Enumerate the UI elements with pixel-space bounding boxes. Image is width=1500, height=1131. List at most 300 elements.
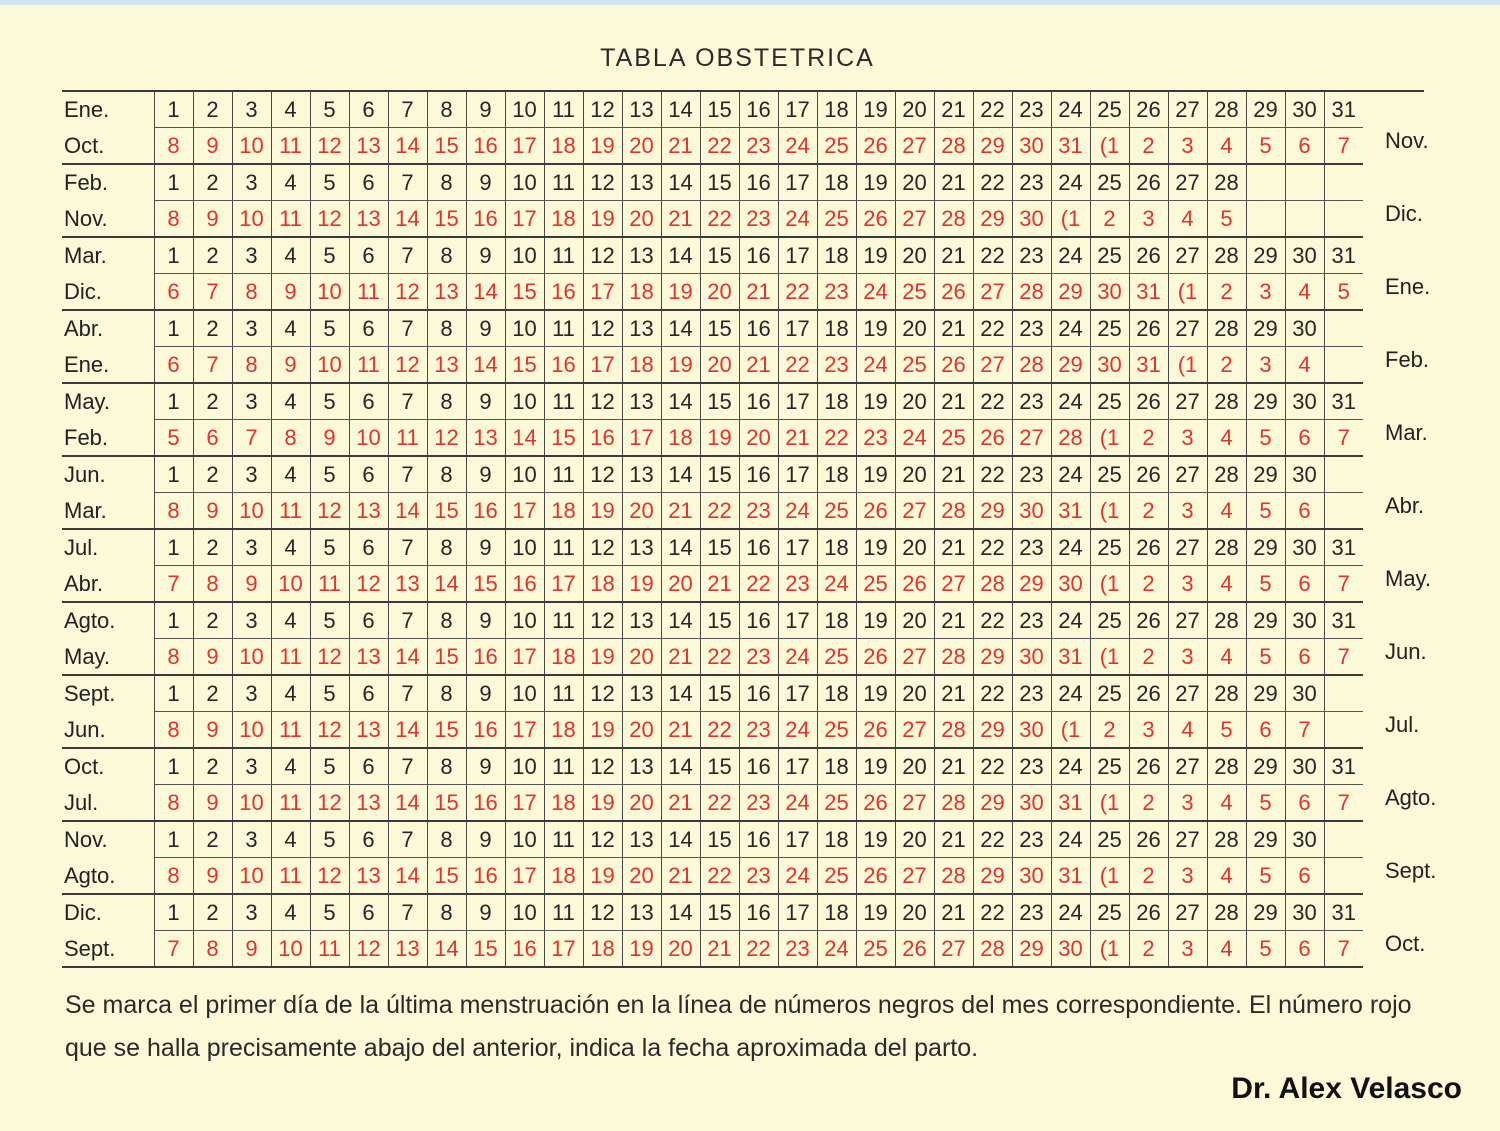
lmp-day-cell: 13	[622, 91, 661, 128]
due-date-cell: 3	[1168, 566, 1207, 603]
lmp-day-cell: 18	[817, 821, 856, 858]
due-date-cell: 22	[778, 274, 817, 311]
due-date-cell: 23	[778, 566, 817, 603]
due-date-cell: 28	[934, 493, 973, 530]
lmp-day-cell: 30	[1285, 529, 1324, 566]
due-date-cell: 18	[544, 639, 583, 676]
due-date-cell: 14	[388, 201, 427, 238]
due-date-cell: 12	[310, 128, 349, 165]
table-body	[62, 91, 1437, 967]
lmp-day-cell: 15	[700, 310, 739, 347]
table-row	[62, 420, 1424, 457]
lmp-day-cell: 9	[466, 310, 505, 347]
due-date-cell: 6	[154, 347, 193, 384]
lmp-month-label: Mar.	[64, 243, 107, 269]
lmp-day-cell: 4	[271, 894, 310, 931]
lmp-day-cell: 1	[154, 310, 193, 347]
lmp-day-cell: 28	[1207, 529, 1246, 566]
lmp-day-cell: 14	[661, 237, 700, 274]
lmp-day-cell: 22	[973, 164, 1012, 201]
table-row	[62, 821, 1424, 858]
due-date-cell: 10	[232, 493, 271, 530]
lmp-day-cell: 19	[856, 237, 895, 274]
due-date-cell: 24	[778, 712, 817, 749]
lmp-day-cell: 3	[232, 894, 271, 931]
due-date-cell: 9	[193, 201, 232, 238]
lmp-day-cell: 23	[1012, 821, 1051, 858]
due-date-cell: 16	[466, 858, 505, 895]
lmp-day-cell: 8	[427, 456, 466, 493]
due-date-cell: 9	[193, 639, 232, 676]
lmp-day-cell: 2	[193, 748, 232, 785]
lmp-day-cell: 20	[895, 237, 934, 274]
lmp-day-cell: 10	[505, 237, 544, 274]
due-date-cell: 19	[583, 785, 622, 822]
due-date-cell: 14	[388, 128, 427, 165]
lmp-day-cell: 16	[739, 529, 778, 566]
lmp-day-cell: 8	[427, 894, 466, 931]
lmp-day-cell: 28	[1207, 310, 1246, 347]
due-date-cell: 31	[1051, 493, 1090, 530]
due-date-cell: 30	[1012, 128, 1051, 165]
due-date-cell: 5	[1246, 931, 1285, 968]
table-row	[62, 785, 1424, 822]
due-date-cell: 17	[505, 639, 544, 676]
due-date-cell: 4	[1285, 347, 1324, 384]
lmp-day-cell: 27	[1168, 237, 1207, 274]
due-date-cell: 15	[544, 420, 583, 457]
lmp-day-cell: 17	[778, 164, 817, 201]
lmp-day-cell: 23	[1012, 529, 1051, 566]
lmp-day-cell: 9	[466, 456, 505, 493]
lmp-day-cell: 15	[700, 675, 739, 712]
due-date-cell	[1285, 201, 1324, 238]
lmp-day-cell: 26	[1129, 237, 1168, 274]
lmp-day-cell: 13	[622, 602, 661, 639]
spacer-cell	[140, 566, 154, 603]
due-date-cell: 9	[193, 128, 232, 165]
lmp-day-cell: 24	[1051, 602, 1090, 639]
due-date-cell: 7	[232, 420, 271, 457]
due-date-cell: 15	[427, 858, 466, 895]
due-date-cell: 22	[700, 785, 739, 822]
due-date-cell: 19	[583, 858, 622, 895]
lmp-day-cell: 17	[778, 91, 817, 128]
due-date-cell: 17	[583, 347, 622, 384]
next-month-label: Mar.	[1385, 420, 1428, 445]
table-row	[62, 894, 1424, 931]
lmp-month-label: Ene.	[64, 97, 110, 123]
due-date-cell: 7	[1324, 566, 1363, 603]
due-date-cell: 21	[661, 858, 700, 895]
due-date-cell: 23	[739, 785, 778, 822]
due-date-cell: 24	[895, 420, 934, 457]
due-date-cell: 8	[154, 639, 193, 676]
lmp-day-cell: 18	[817, 164, 856, 201]
due-month-label: Feb.	[62, 420, 140, 457]
due-date-cell: 18	[544, 785, 583, 822]
due-date-cell: 20	[622, 785, 661, 822]
lmp-day-cell: 1	[154, 383, 193, 420]
lmp-day-cell: 20	[895, 602, 934, 639]
spacer-cell	[140, 712, 154, 749]
due-date-cell: 28	[934, 712, 973, 749]
table-row	[62, 274, 1424, 311]
due-date-cell: 28	[934, 201, 973, 238]
due-date-cell: 17	[505, 785, 544, 822]
due-date-cell: 22	[700, 493, 739, 530]
due-date-cell: 13	[427, 274, 466, 311]
lmp-day-cell: 27	[1168, 894, 1207, 931]
lmp-day-cell: 31	[1324, 529, 1363, 566]
lmp-day-cell: 3	[232, 91, 271, 128]
due-date-cell: 4	[1207, 420, 1246, 457]
due-date-cell: 9	[193, 493, 232, 530]
lmp-day-cell: 9	[466, 602, 505, 639]
lmp-day-cell: 28	[1207, 821, 1246, 858]
due-date-cell: 3	[1168, 128, 1207, 165]
due-date-cell: 22	[700, 712, 739, 749]
lmp-month-label: Abr.	[64, 316, 104, 342]
lmp-day-cell: 3	[232, 383, 271, 420]
lmp-day-cell: 20	[895, 456, 934, 493]
due-date-cell: 20	[661, 931, 700, 968]
lmp-day-cell: 1	[154, 602, 193, 639]
lmp-day-cell: 16	[739, 675, 778, 712]
lmp-day-cell: 25	[1090, 602, 1129, 639]
lmp-day-cell: 2	[193, 894, 232, 931]
lmp-day-cell: 30	[1285, 456, 1324, 493]
due-date-cell: 16	[583, 420, 622, 457]
lmp-day-cell: 15	[700, 237, 739, 274]
instruction-note: Se marca el primer día de la última menstruación en la línea de números negros del mes correspondiente. El número rojo que se halla precisamente abajo del anterior, indica la fecha aproximada del parto.	[65, 991, 1412, 1062]
due-date-cell: 2	[1129, 785, 1168, 822]
due-date-cell: 16	[466, 712, 505, 749]
lmp-day-cell: 24	[1051, 748, 1090, 785]
lmp-day-cell: 25	[1090, 675, 1129, 712]
due-date-cell: 27	[895, 639, 934, 676]
due-date-cell: 15	[427, 493, 466, 530]
lmp-day-cell: 26	[1129, 894, 1168, 931]
due-date-cell: 27	[895, 712, 934, 749]
due-date-cell: 3	[1246, 274, 1285, 311]
table-row	[62, 310, 1424, 347]
lmp-day-cell: 1	[154, 164, 193, 201]
lmp-day-cell: 25	[1090, 821, 1129, 858]
due-date-cell: 10	[232, 128, 271, 165]
due-date-cell: 15	[466, 566, 505, 603]
lmp-day-cell: 15	[700, 456, 739, 493]
lmp-day-cell: 17	[778, 821, 817, 858]
due-date-cell: 4	[1207, 931, 1246, 968]
due-date-cell: 28	[1051, 420, 1090, 457]
due-date-cell: 30	[1012, 712, 1051, 749]
spacer-cell	[140, 128, 154, 165]
due-date-cell: 30	[1090, 274, 1129, 311]
due-date-cell: 21	[739, 274, 778, 311]
due-date-cell: 28	[934, 639, 973, 676]
due-date-cell: 17	[544, 566, 583, 603]
lmp-day-cell: 17	[778, 602, 817, 639]
lmp-day-cell: 15	[700, 748, 739, 785]
due-date-cell: 22	[700, 858, 739, 895]
due-date-cell: 31	[1129, 274, 1168, 311]
due-date-cell: 2	[1207, 347, 1246, 384]
lmp-day-cell: 7	[388, 164, 427, 201]
due-month-label: Nov.	[62, 201, 140, 238]
lmp-day-cell: 10	[505, 310, 544, 347]
due-date-cell: 18	[583, 566, 622, 603]
due-date-cell: 22	[778, 347, 817, 384]
lmp-day-cell: 26	[1129, 456, 1168, 493]
lmp-day-cell: 19	[856, 383, 895, 420]
due-date-cell: 12	[388, 274, 427, 311]
due-date-cell: 5	[1246, 566, 1285, 603]
lmp-day-cell: 28	[1207, 383, 1246, 420]
due-date-cell: 12	[427, 420, 466, 457]
due-date-cell: 13	[349, 201, 388, 238]
lmp-day-cell: 13	[622, 383, 661, 420]
due-date-cell: 24	[778, 639, 817, 676]
due-date-cell: 10	[232, 858, 271, 895]
due-date-cell: 24	[778, 785, 817, 822]
lmp-day-cell: 18	[817, 456, 856, 493]
due-month-label: Abr.	[62, 566, 140, 603]
due-date-cell: 19	[622, 931, 661, 968]
due-date-cell: 15	[427, 712, 466, 749]
lmp-day-cell: 24	[1051, 383, 1090, 420]
spacer-cell	[140, 164, 154, 201]
lmp-day-cell: 29	[1246, 675, 1285, 712]
due-date-cell: 13	[349, 785, 388, 822]
due-date-cell: (1	[1090, 785, 1129, 822]
lmp-day-cell: 7	[388, 529, 427, 566]
lmp-day-cell: 12	[583, 237, 622, 274]
due-date-cell: 2	[1129, 858, 1168, 895]
due-date-cell: 3	[1168, 785, 1207, 822]
lmp-day-cell: 15	[700, 529, 739, 566]
lmp-day-cell: 23	[1012, 164, 1051, 201]
lmp-day-cell: 26	[1129, 602, 1168, 639]
lmp-day-cell: 24	[1051, 894, 1090, 931]
lmp-day-cell: 1	[154, 456, 193, 493]
lmp-day-cell: 18	[817, 529, 856, 566]
lmp-day-cell: 25	[1090, 748, 1129, 785]
due-date-cell: 23	[817, 347, 856, 384]
lmp-day-cell: 4	[271, 164, 310, 201]
lmp-day-cell: 7	[388, 894, 427, 931]
lmp-day-cell: 26	[1129, 383, 1168, 420]
due-date-cell: 14	[388, 712, 427, 749]
lmp-day-cell: 11	[544, 748, 583, 785]
due-date-cell: 30	[1012, 639, 1051, 676]
due-date-cell: 25	[895, 274, 934, 311]
lmp-day-cell	[1246, 164, 1285, 201]
lmp-day-cell: 12	[583, 310, 622, 347]
due-date-cell: (1	[1168, 347, 1207, 384]
lmp-day-cell: 19	[856, 748, 895, 785]
next-month-label: Nov.	[1385, 128, 1429, 153]
lmp-day-cell: 18	[817, 310, 856, 347]
spacer-cell	[140, 785, 154, 822]
lmp-day-cell: 23	[1012, 91, 1051, 128]
due-date-cell	[1324, 347, 1363, 384]
lmp-day-cell: 10	[505, 164, 544, 201]
lmp-day-cell: 26	[1129, 675, 1168, 712]
due-date-cell: (1	[1090, 128, 1129, 165]
lmp-day-cell: 26	[1129, 529, 1168, 566]
due-date-cell: 28	[934, 785, 973, 822]
lmp-day-cell: 8	[427, 310, 466, 347]
lmp-day-cell: 17	[778, 383, 817, 420]
lmp-day-cell: 10	[505, 748, 544, 785]
lmp-day-cell: 14	[661, 456, 700, 493]
due-date-cell: 4	[1168, 201, 1207, 238]
lmp-day-cell: 26	[1129, 748, 1168, 785]
lmp-day-cell: 19	[856, 164, 895, 201]
due-date-cell: 7	[1324, 420, 1363, 457]
due-date-cell: 9	[310, 420, 349, 457]
due-date-cell: 23	[739, 493, 778, 530]
due-date-cell: 4	[1207, 493, 1246, 530]
lmp-day-cell: 12	[583, 164, 622, 201]
lmp-day-cell: 29	[1246, 310, 1285, 347]
lmp-day-cell: 7	[388, 602, 427, 639]
lmp-day-cell: 7	[388, 456, 427, 493]
lmp-day-cell: 3	[232, 675, 271, 712]
due-date-cell: 9	[193, 785, 232, 822]
lmp-day-cell: 22	[973, 456, 1012, 493]
lmp-day-cell: 29	[1246, 821, 1285, 858]
due-date-cell: 11	[271, 201, 310, 238]
due-date-cell: 6	[1246, 712, 1285, 749]
due-date-cell: 28	[973, 931, 1012, 968]
due-date-cell: 20	[622, 712, 661, 749]
due-date-cell: 11	[271, 493, 310, 530]
due-date-cell: 7	[1324, 639, 1363, 676]
due-date-cell: (1	[1090, 566, 1129, 603]
due-date-cell: 25	[817, 712, 856, 749]
lmp-day-cell: 5	[310, 821, 349, 858]
due-date-cell: 10	[232, 201, 271, 238]
due-date-cell: 11	[271, 639, 310, 676]
lmp-day-cell: 14	[661, 675, 700, 712]
due-date-cell: 24	[856, 347, 895, 384]
lmp-day-cell: 14	[661, 529, 700, 566]
due-date-cell: 12	[349, 566, 388, 603]
due-date-cell: 13	[349, 493, 388, 530]
table-row	[62, 456, 1424, 493]
lmp-day-cell: 16	[739, 748, 778, 785]
due-date-cell: 5	[154, 420, 193, 457]
lmp-day-cell: 9	[466, 529, 505, 566]
due-date-cell: 13	[427, 347, 466, 384]
lmp-day-cell: 2	[193, 675, 232, 712]
due-date-cell: 7	[1324, 785, 1363, 822]
due-date-cell: 30	[1012, 201, 1051, 238]
due-date-cell: 6	[1285, 639, 1324, 676]
lmp-day-cell: 4	[271, 383, 310, 420]
due-date-cell: 22	[700, 128, 739, 165]
due-date-cell: 22	[817, 420, 856, 457]
due-date-cell: 11	[388, 420, 427, 457]
table-row	[62, 931, 1424, 968]
due-date-cell: 3	[1168, 858, 1207, 895]
lmp-day-cell: 16	[739, 310, 778, 347]
lmp-day-cell: 11	[544, 675, 583, 712]
due-date-cell: 23	[817, 274, 856, 311]
due-date-cell: 30	[1051, 931, 1090, 968]
lmp-day-cell: 30	[1285, 91, 1324, 128]
due-date-cell: 12	[349, 931, 388, 968]
due-date-cell: 3	[1168, 493, 1207, 530]
lmp-day-cell: 24	[1051, 529, 1090, 566]
lmp-day-cell: 20	[895, 164, 934, 201]
lmp-day-cell: 26	[1129, 164, 1168, 201]
lmp-day-cell: 8	[427, 675, 466, 712]
due-date-cell: 5	[1246, 128, 1285, 165]
lmp-day-cell: 19	[856, 675, 895, 712]
lmp-day-cell: 22	[973, 237, 1012, 274]
lmp-day-cell: 31	[1324, 748, 1363, 785]
lmp-day-cell: 1	[154, 529, 193, 566]
lmp-day-cell: 30	[1285, 748, 1324, 785]
due-month-label: Agto.	[62, 858, 140, 895]
due-date-cell: 25	[817, 639, 856, 676]
due-date-cell: 2	[1129, 931, 1168, 968]
lmp-day-cell: 5	[310, 894, 349, 931]
due-date-cell: 5	[1324, 274, 1363, 311]
due-month-label: May.	[62, 639, 140, 676]
due-date-cell: 24	[778, 128, 817, 165]
spacer-cell	[140, 602, 154, 639]
due-date-cell: 28	[934, 128, 973, 165]
lmp-day-cell: 4	[271, 675, 310, 712]
lmp-day-cell: 16	[739, 894, 778, 931]
due-date-cell: 17	[544, 931, 583, 968]
due-date-cell: 13	[349, 858, 388, 895]
lmp-day-cell: 6	[349, 456, 388, 493]
due-date-cell: 8	[193, 931, 232, 968]
due-date-cell: 23	[739, 128, 778, 165]
lmp-day-cell: 16	[739, 383, 778, 420]
due-date-cell: 19	[583, 712, 622, 749]
lmp-day-cell: 31	[1324, 91, 1363, 128]
lmp-day-cell: 1	[154, 91, 193, 128]
lmp-day-cell: 11	[544, 529, 583, 566]
due-date-cell: 28	[934, 858, 973, 895]
due-date-cell: 21	[661, 128, 700, 165]
lmp-day-cell: 30	[1285, 821, 1324, 858]
lmp-day-cell: 19	[856, 602, 895, 639]
lmp-day-cell: 14	[661, 91, 700, 128]
lmp-day-cell: 2	[193, 602, 232, 639]
lmp-day-cell: 19	[856, 894, 895, 931]
due-date-cell: 23	[856, 420, 895, 457]
due-date-cell: 10	[232, 785, 271, 822]
due-date-cell: 21	[661, 712, 700, 749]
lmp-day-cell: 16	[739, 91, 778, 128]
lmp-day-cell: 11	[544, 894, 583, 931]
due-date-cell: 15	[505, 274, 544, 311]
lmp-day-cell: 3	[232, 602, 271, 639]
due-date-cell: 27	[895, 201, 934, 238]
due-date-cell: 13	[466, 420, 505, 457]
due-date-cell: 29	[973, 493, 1012, 530]
due-date-cell: 2	[1129, 420, 1168, 457]
lmp-day-cell: 7	[388, 383, 427, 420]
lmp-day-cell: 6	[349, 894, 388, 931]
